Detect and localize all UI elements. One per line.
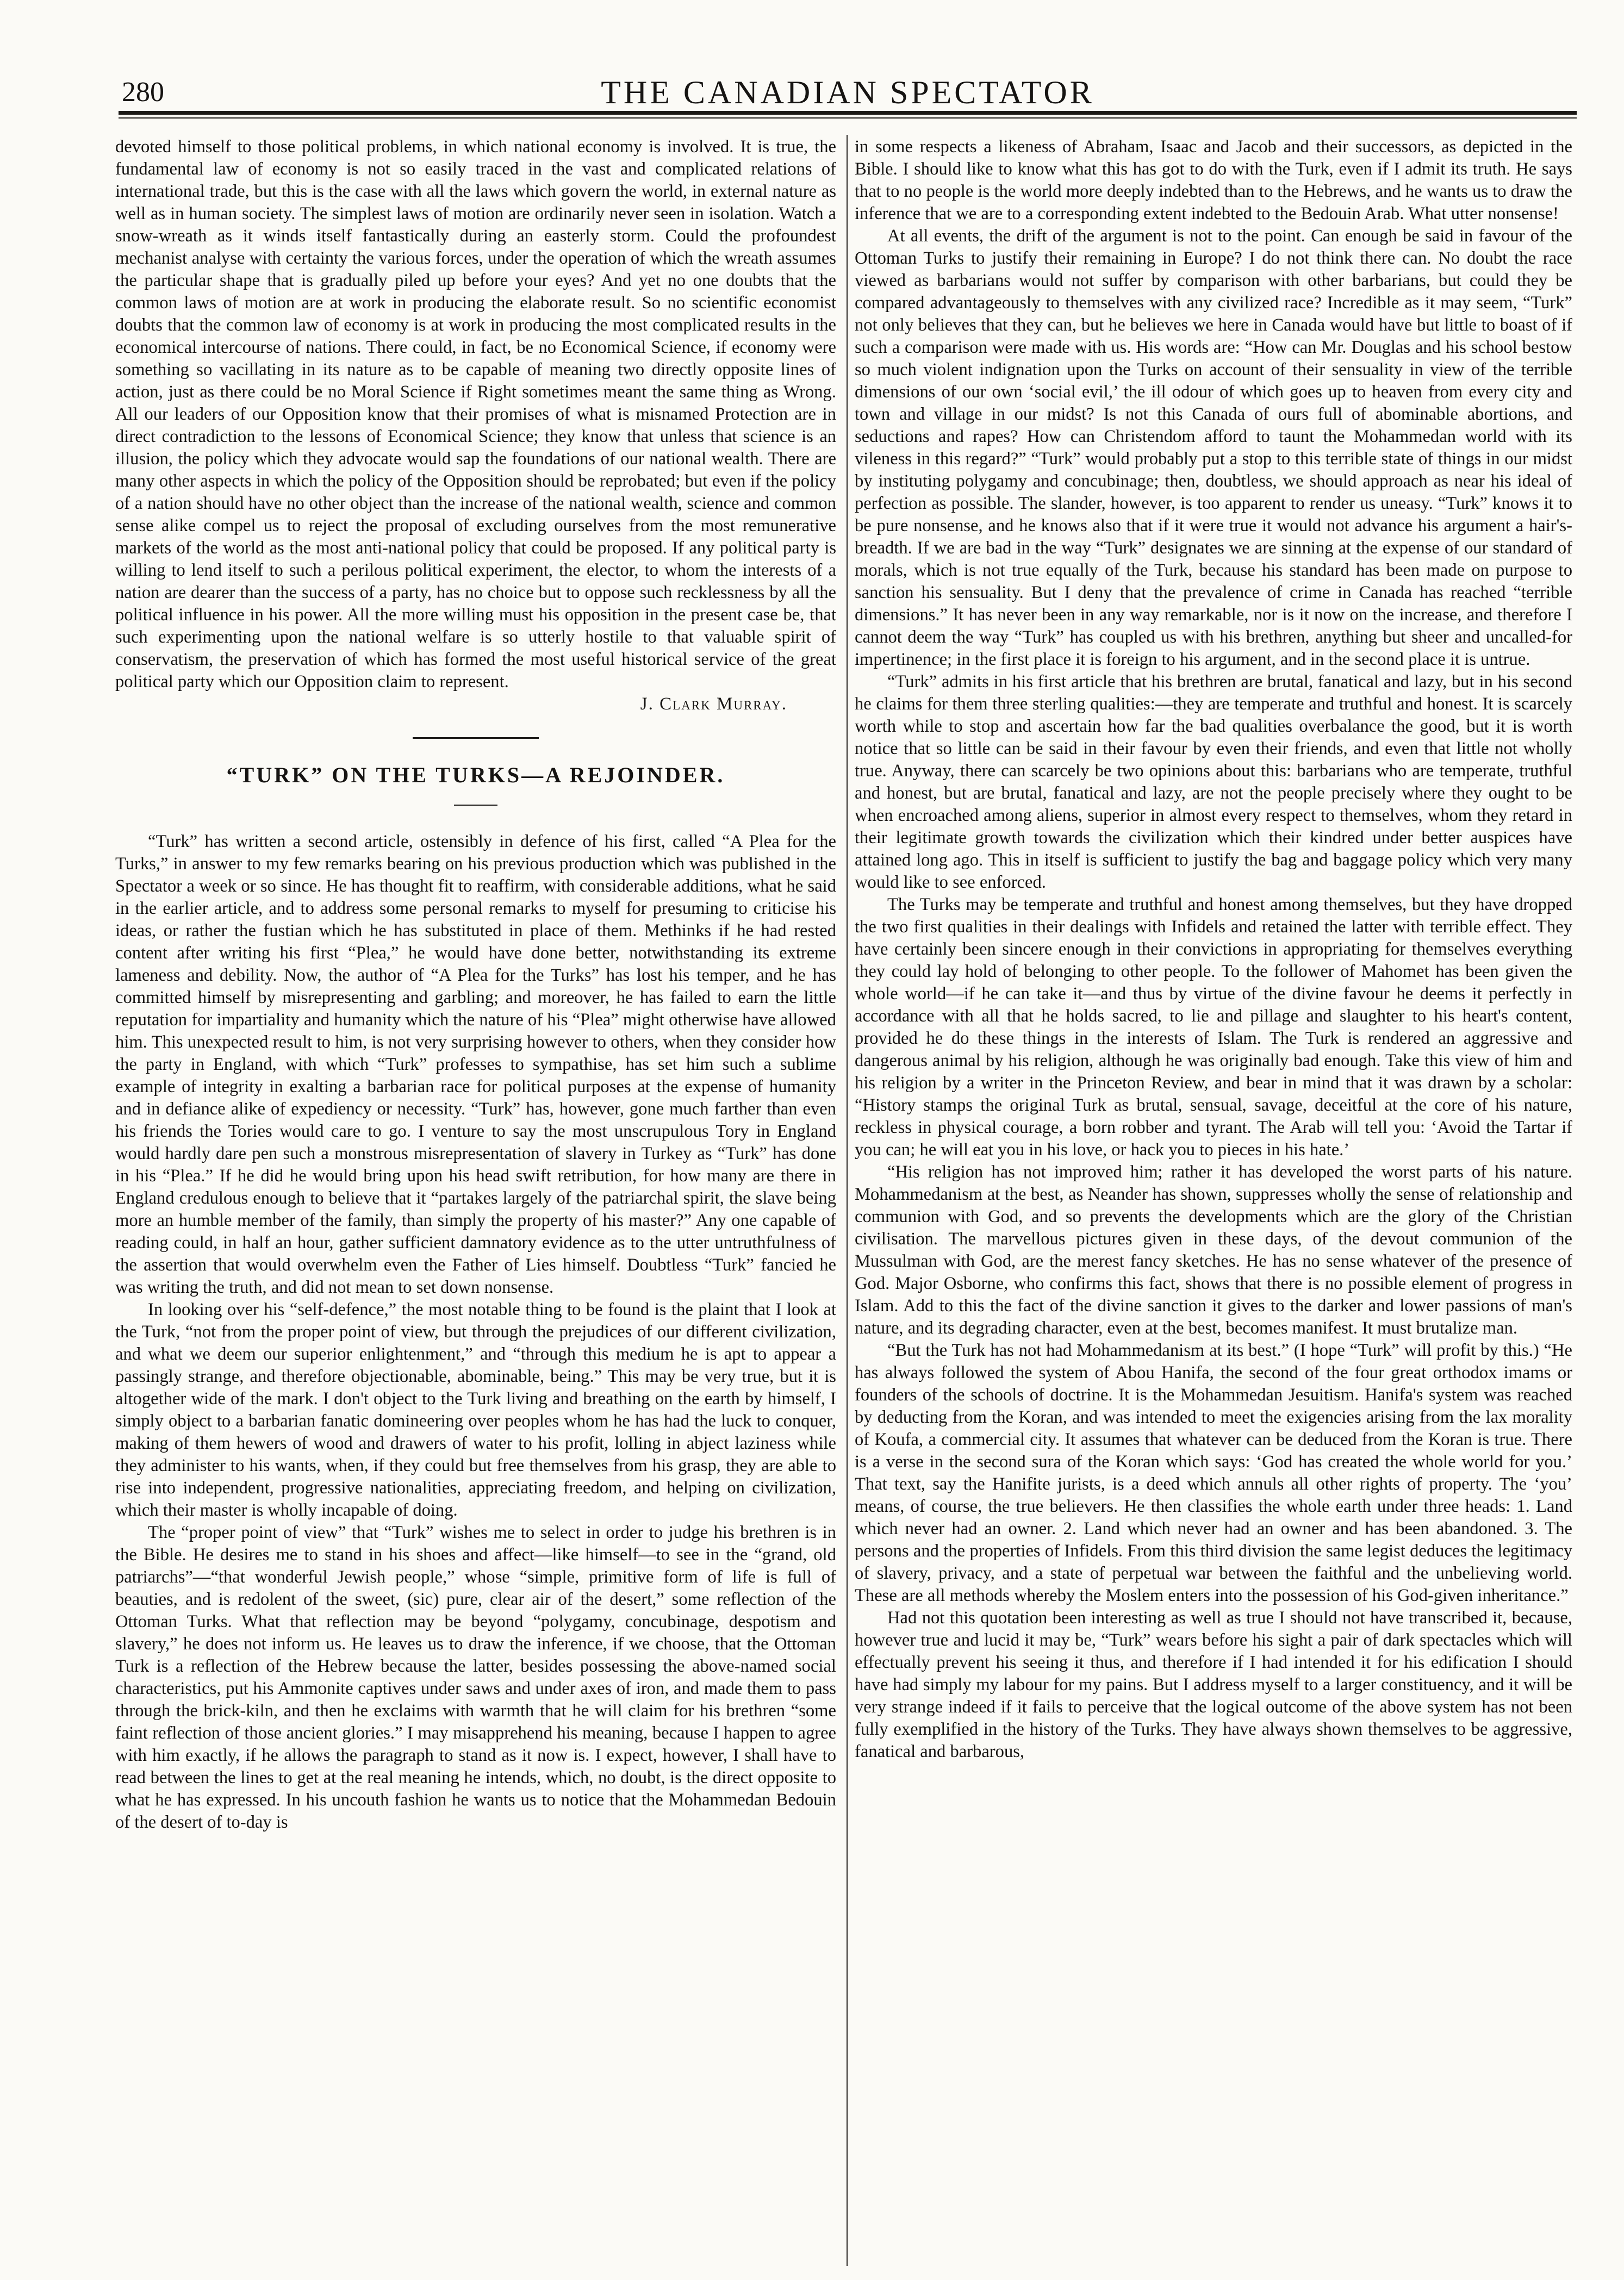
page-header bbox=[119, 70, 1577, 113]
article-separator-rule bbox=[413, 737, 539, 739]
article-paragraph: In looking over his “self-defence,” the most notable thing to be found is the plaint that I look at the Turk, “not from the proper point of view, but through the prejudices of our different civilization, and what we deem our superior enlightenment,” and “through this medium he is apt to appear a passingly strange, and therefore objectionable, abominable, being.” This may be very true, but it is altogether wide of the mark. I don't object to the Turk living and breathing on the earth by himself, I simply object to a barbarian fanatic domineering over peoples whom he has had the luck to conquer, making of them hewers of wood and drawers of water to his profit, lolling in abject laziness while they administer to his wants, when, if they could but free themselves from his grasp, they are able to rise into independent, progressive nationalities, appreciating freedom, and helping on civilization, which their master is wholly incapable of doing. bbox=[115, 1300, 836, 1520]
column-divider bbox=[847, 135, 848, 2266]
article-paragraph: in some respects a likeness of Abraham, Isaac and Jacob and their successors, as depicted in the Bible. I should like to know what this has got to do with the Turk, even if I admit its truth. He says that to no people is the world more deeply indebted than to the Hebrews, and he wants us to draw the inference that we are to a corresponding extent indebted to the Bedouin Arab. What utter nonsense! bbox=[855, 137, 1572, 223]
headline-rule bbox=[454, 805, 497, 806]
article-paragraph: The “proper point of view” that “Turk” wishes me to select in order to judge his brethren is in the Bible. He desires me to stand in his shoes and affect—like himself—to see in the “grand, old patriarchs”—“that wonderful Jewish people,” whose “simple, primitive form of life is full of beauties, and is redolent of the sweet, (sic) pure, clear air of the desert,” some reflection of the Ottoman Turks. What that reflection may be beyond “polygamy, concubinage, despotism and slavery,” he does not inform us. He leaves us to draw the inference, if we choose, that the Ottoman Turk is a reflection of the Hebrew because the latter, besides possessing the above-named social characteristics, put his Ammonite captives under saws and under axes of iron, and made them to pass through the brick-kiln, and then he exclaims with warmth that he will claim for his brethren “some faint reflection of those ancient glories.” I may misapprehend his meaning, because I happen to agree with him exactly, if he allows the paragraph to stand as it now is. I expect, however, I shall have to read between the lines to get at the real meaning he intends, which, no doubt, is the direct opposite to what he has expressed. In his uncouth fashion he wants us to notice that the Mohammedan Bedouin of the desert of to-day is bbox=[115, 1523, 836, 1832]
article-paragraph: The Turks may be temperate and truthful and honest among themselves, but they have dropped the two first qualities in their dealings with Infidels and retained the latter with terrible effect. They have certainly been sincere enough in their convictions in appropriating for themselves everything they could lay hold of belonging to other people. To the follower of Mahomet has been given the whole world—if he can take it—and thus by virtue of the divine favour he deems it perfectly in accordance with all that he holds sacred, to lie and pillage and slaughter to his heart's content, provided he do these things in the interests of Islam. The Turk is rendered an aggressive and dangerous animal by his religion, although he was originally bad enough. Take this view of him and his religion by a writer in the Princeton Review, and bear in mind that it was drawn by a scholar: “History stamps the original Turk as brutal, sensual, savage, deceitful at the core of his nature, reckless in physical courage, a born robber and tyrant. The Arab will tell you: ‘Avoid the Tartar if you can; he will eat you in his love, or hack you to pieces in his hate.’ bbox=[855, 895, 1572, 1160]
article-paragraph: “Turk” admits in his first article that his brethren are brutal, fanatical and lazy, but in his second he claims for them three sterling qualities:—they are temperate and truthful and honest. It is scarcely worth while to stop and ascertain how far the bad qualities overbalance the good, but it is worth notice that so little can be said in their favour by even their friends, and even that little not wholly true. Anyway, there can scarcely be two opinions about this: barbarians who are temperate, truthful and honest, but are brutal, fanatical and lazy, are not the people precisely where they ought to be when encroached among aliens, superior in almost every respect to themselves, whom they retard in their legitimate growth towards the civilization which their kindred under better auspices have attained long ago. This in itself is sufficient to justify the bag and baggage policy which very many would like to see enforced. bbox=[855, 672, 1572, 892]
left-column bbox=[115, 136, 836, 2272]
article-paragraph: “But the Turk has not had Mohammedanism at its best.” (I hope “Turk” will profit by this.) “He has always followed the system of Abou Hanifa, the second of the four great orthodox imams or founders of the schools of doctrine. It is the Mohammedan Jesuitism. Hanifa's system was reached by deducting from the Koran, and was intended to meet the exigencies arising from the lax morality of Koufa, a commercial city. It assumes that whatever can be deduced from the Koran is true. There is a verse in the second sura of the Koran which says: ‘God has created the whole world for you.’ That text, say the Hanifite jurists, is a deed which annuls all other rights of property. The ‘you’ means, of course, the true believers. He then classifies the whole earth under three heads: 1. Land which never had an owner. 2. Land which never had an owner and has been abandoned. 3. The persons and the properties of Infidels. From this third division the same legist deduces the legitimacy of slavery, privacy, and a state of perpetual war between the faithful and the unbelieving world. These are all methods whereby the Moslem enters into the possession of his God-given inheritance.” bbox=[855, 1341, 1572, 1605]
article-paragraph: Had not this quotation been interesting as well as true I should not have transcribed it, because, however true and lucid it may be, “Turk” wears before his sight a pair of dark spectacles which will effectually prevent his seeing it thus, and therefore if I had intended it for his edification I should have had simply my labour for my pains. But I address myself to a larger constituency, and it will be very strange indeed if it fails to perceive that the logical outcome of the above system has not been fully exemplified in the history of the Turks. They have always shown themselves to be aggressive, fanatical and barbarous, bbox=[855, 1608, 1572, 1761]
publication-title: THE CANADIAN SPECTATOR bbox=[601, 74, 1094, 110]
article-paragraph: “His religion has not improved him; rather it has developed the worst parts of his nature. Mohammedanism at the best, as Neander has shown, suppresses wholly the sense of relationship and communion with God, and so prevents the developments which are the glory of the Christian civilisation. The marvellous pictures given in these days, of the devout communion of the Mussulman with God, are the merest fancy sketches. He has no sense whatever of the presence of God. Major Osborne, who confirms this fact, shows that there is no possible element of progress in Islam. Add to this the fact of the divine sanction it gives to the darker and lower passions of man's nature, and its degrading character, even at the best, becomes manifest. It must brutalize man. bbox=[855, 1162, 1572, 1338]
header-rule bbox=[119, 111, 1577, 115]
article-paragraph: At all events, the drift of the argument is not to the point. Can enough be said in favour of the Ottoman Turks to justify their remaining in Europe? I do not think there can. No doubt the race viewed as barbarians would not suffer by comparison with other barbarians, but could they be compared advantageously to themselves with any civilized race? Incredible as it may seem, “Turk” not only believes that they can, but he believes we here in Canada would have but little to boast of if such a comparison were made with us. His words are: “How can Mr. Douglas and his school bestow so much violent indignation upon the Turks on account of their sensuality in view of the terrible dimensions of our own ‘social evil,’ the ill odour of which goes up to heaven from every city and town and village in our midst? Is not this Canada of ours full of abominable abortions, and seductions and rapes? How can Christendom afford to taunt the Mohammedan world with its vileness in this regard?” “Turk” would probably put a stop to this terrible state of things in our midst by instituting polygamy and concubinage; then, doubtless, we should approach as near his ideal of perfection as possible. The slander, however, is too apparent to render us uneasy. “Turk” knows it to be pure nonsense, and he knows also that if it were true it would not advance his argument a hair's-breadth. If we are bad in the way “Turk” designates we are sinning at the expense of our standard of morals, which is not true equally of the Turk, because his standard has been made on purpose to sanction his sensuality. But I deny that the prevalence of crime in Canada has reached “terrible dimensions.” It has never been in any way remarkable, nor is it now on the increase, and therefore I cannot deem the way “Turk” has coupled us with his brethren, anything but sheer and uncalled-for impertinence; in the first place it is foreign to his argument, and in the second place it is untrue. bbox=[855, 226, 1572, 669]
page-number: 280 bbox=[122, 77, 164, 108]
right-column bbox=[855, 136, 1572, 2272]
author-signature: J. Clark Murray. bbox=[640, 694, 787, 714]
header-rule-thin bbox=[119, 117, 1577, 119]
previous-article-text: devoted himself to those political problems, in which national economy is involved. It is true, the fundamental law of economy is not so easily traced in the vast and complicated relations of international trade, but this is the case with all the laws which govern the world, in external nature as well as in human society. The simplest laws of motion are ordinarily never seen in isolation. Watch a snow-wreath as it winds itself fantastically during an easterly storm. Could the profoundest mechanist analyse with certainty the various forces, under the operation of which the wreath assumes the particular shape that is gradually piled up before your eyes? And yet no one doubts that the common laws of motion are at work in producing the elaborate result. So no scientific economist doubts that the common law of economy is at work in producing the most complicated results in the economical intercourse of nations. There could, in fact, be no Economical Science, if economy were something so vacillating in its nature as to be capable of meaning two directly opposite lines of action, just as there could be no Moral Science if Right sometimes meant the same thing as Wrong. All our leaders of our Opposition know that their promises of what is misnamed Protection are in direct contradiction to the lessons of Economical Science; they know that unless that science is an illusion, the policy which they advocate would sap the foundations of our national wealth. There are many other aspects in which the policy of the Opposition should be reprobated; but even if the policy of a nation should have no other object than the increase of the national wealth, science and common sense alike compel us to reject the proposal of excluding ourselves from the most remunerative markets of the world as the most anti-national policy that could be proposed. If any political party is willing to lend itself to such a perilous political experiment, the elector, to whom the interests of a nation are dearer than the success of a party, has no choice but to oppose such recklessness by all the political influence in his power. All the more willing must his opposition in the present case be, that such experimenting upon the national welfare is so utterly hostile to that valuable spirit of conservatism, the preservation of which has formed the most useful historical service of the great political party which our Opposition claim to represent. bbox=[115, 137, 836, 692]
article-headline: “TURK” ON THE TURKS—A REJOINDER. bbox=[226, 763, 725, 787]
article-paragraph: “Turk” has written a second article, ostensibly in defence of his first, called “A Plea for the Turks,” in answer to my few remarks bearing on his previous production which was published in the Spectator a week or so since. He has thought fit to reaffirm, with considerable additions, what he said in the earlier article, and to address some personal remarks to myself for presuming to criticise his ideas, or rather the fustian which he has substituted in place of them. Methinks if he had rested content after writing his first “Plea,” he would have done better, notwithstanding its extreme lameness and debility. Now, the author of “A Plea for the Turks” has lost his temper, and he has committed himself by misrepresenting and garbling; and moreover, he has failed to earn the little reputation for impartiality and humanity which the nature of his “Plea” might otherwise have allowed him. This unexpected result to him, is not very surprising however to others, when they consider how the party in England, with which “Turk” professes to sympathise, has set him such a sublime example of integrity in exalting a barbarian race for political purposes at the expense of humanity and in defiance alike of expediency or necessity. “Turk” has, however, gone much farther than even his friends the Tories would care to go. I venture to say the most unscrupulous Tory in England would hardly dare pen such a monstrous misrepresentation of slavery in Turkey as “Turk” has done in his “Plea.” If he did he would bring upon his head swift retribution, for how many are there in England credulous enough to believe that it “partakes largely of the patriarchal spirit, the slave being more an humble member of the family, than simply the property of his master?” Any one capable of reading could, in half an hour, gather sufficient damnatory evidence as to the utter untruthfulness of the assertion that would overwhelm even the Father of Lies himself. Doubtless “Turk” fancied he was writing the truth, and did not mean to set down nonsense. bbox=[115, 832, 836, 1297]
